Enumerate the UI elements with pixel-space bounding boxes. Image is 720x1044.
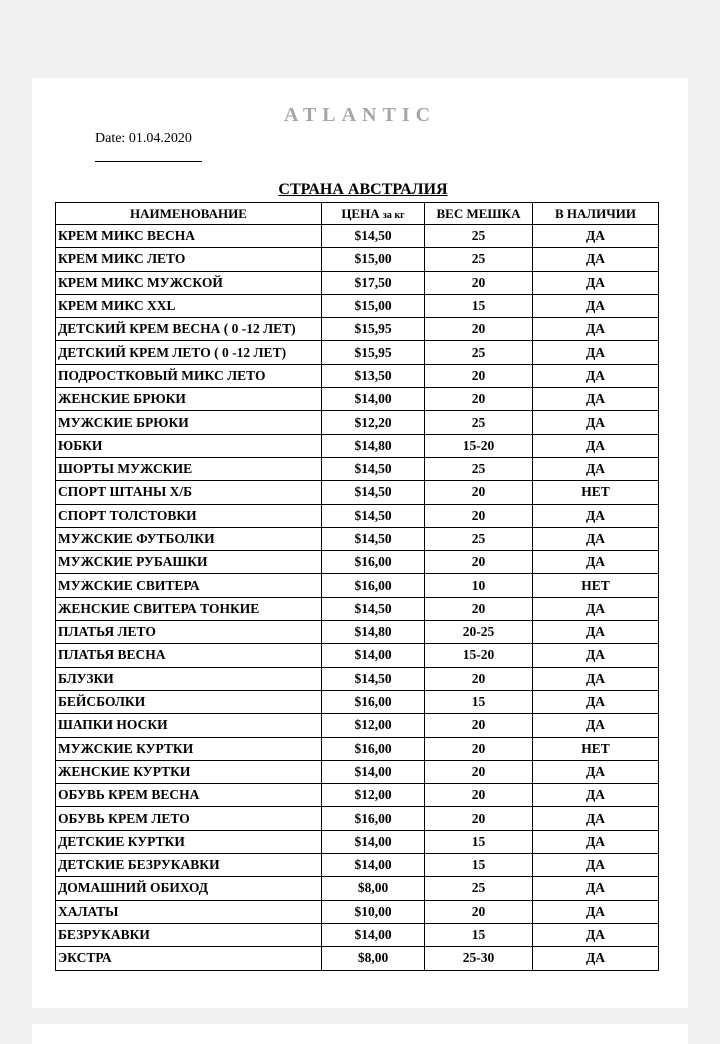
- cell-name: ШАПКИ НОСКИ: [56, 714, 322, 737]
- cell-name: ЭКСТРА: [56, 947, 322, 970]
- cell-name: МУЖСКИЕ КУРТКИ: [56, 737, 322, 760]
- cell-name: СПОРТ ТОЛСТОВКИ: [56, 504, 322, 527]
- cell-price: $14,50: [322, 667, 425, 690]
- cell-price: $12,00: [322, 784, 425, 807]
- table-row: [56, 854, 659, 877]
- cell-stock: ДА: [533, 364, 659, 387]
- table-row: [56, 574, 659, 597]
- brand-title: ATLANTIC: [283, 104, 437, 126]
- cell-price: $14,50: [322, 457, 425, 480]
- cell-price: $14,50: [322, 504, 425, 527]
- column-header-name: НАИМЕНОВАНИЕ: [56, 203, 322, 225]
- cell-weight: 20: [425, 760, 533, 783]
- table-row: [56, 760, 659, 783]
- cell-name: КРЕМ МИКС МУЖСКОЙ: [56, 271, 322, 294]
- cell-stock: ДА: [533, 644, 659, 667]
- table-row: [56, 527, 659, 550]
- cell-price: $12,20: [322, 411, 425, 434]
- cell-weight: 20: [425, 551, 533, 574]
- cell-price: $14,00: [322, 923, 425, 946]
- cell-weight: 25-30: [425, 947, 533, 970]
- cell-price: $16,00: [322, 551, 425, 574]
- cell-weight: 20: [425, 364, 533, 387]
- cell-weight: 20-25: [425, 621, 533, 644]
- cell-weight: 20: [425, 737, 533, 760]
- table-row: [56, 877, 659, 900]
- table-row: [56, 830, 659, 853]
- cell-price: $15,00: [322, 248, 425, 271]
- cell-stock: ДА: [533, 714, 659, 737]
- column-header-weight: ВЕС МЕШКА: [425, 203, 533, 225]
- cell-stock: НЕТ: [533, 574, 659, 597]
- cell-name: ДЕТСКИЙ КРЕМ ВЕСНА ( 0 -12 ЛЕТ): [56, 318, 322, 341]
- cell-weight: 25: [425, 457, 533, 480]
- cell-stock: ДА: [533, 854, 659, 877]
- cell-price: $14,00: [322, 854, 425, 877]
- table-row: [56, 900, 659, 923]
- cell-stock: ДА: [533, 271, 659, 294]
- table-row: [56, 294, 659, 317]
- column-header-price-unit: за кг: [382, 209, 405, 221]
- cell-name: ДЕТСКИЙ КРЕМ ЛЕТО ( 0 -12 ЛЕТ): [56, 341, 322, 364]
- cell-stock: ДА: [533, 504, 659, 527]
- cell-name: КРЕМ МИКС ВЕСНА: [56, 225, 322, 248]
- cell-name: ПЛАТЬЯ ЛЕТО: [56, 621, 322, 644]
- cell-price: $8,00: [322, 877, 425, 900]
- cell-weight: 15: [425, 294, 533, 317]
- table-header-row: [56, 203, 659, 225]
- cell-price: $14,50: [322, 225, 425, 248]
- cell-weight: 25: [425, 877, 533, 900]
- cell-price: $14,00: [322, 388, 425, 411]
- cell-weight: 20: [425, 318, 533, 341]
- table-row: [56, 737, 659, 760]
- table-row: [56, 807, 659, 830]
- cell-price: $15,00: [322, 294, 425, 317]
- column-header-price-main: ЦЕНА: [341, 205, 380, 221]
- table-row: [56, 551, 659, 574]
- cell-stock: ДА: [533, 434, 659, 457]
- cell-stock: ДА: [533, 225, 659, 248]
- cell-name: ЖЕНСКИЕ КУРТКИ: [56, 760, 322, 783]
- cell-stock: ДА: [533, 667, 659, 690]
- cell-price: $14,80: [322, 621, 425, 644]
- cell-name: ЖЕНСКИЕ БРЮКИ: [56, 388, 322, 411]
- cell-name: ОБУВЬ КРЕМ ВЕСНА: [56, 784, 322, 807]
- cell-weight: 25: [425, 341, 533, 364]
- column-header-price: [322, 203, 425, 225]
- cell-weight: 25: [425, 225, 533, 248]
- cell-price: $17,50: [322, 271, 425, 294]
- cell-price: $14,00: [322, 644, 425, 667]
- cell-weight: 20: [425, 784, 533, 807]
- cell-weight: 20: [425, 481, 533, 504]
- cell-weight: 15-20: [425, 434, 533, 457]
- table-row: [56, 644, 659, 667]
- cell-name: СПОРТ ШТАНЫ Х/Б: [56, 481, 322, 504]
- cell-weight: 20: [425, 388, 533, 411]
- cell-name: КРЕМ МИКС ЛЕТО: [56, 248, 322, 271]
- table-row: [56, 714, 659, 737]
- cell-name: ХАЛАТЫ: [56, 900, 322, 923]
- cell-price: $13,50: [322, 364, 425, 387]
- cell-stock: ДА: [533, 388, 659, 411]
- cell-name: ПОДРОСТКОВЫЙ МИКС ЛЕТО: [56, 364, 322, 387]
- cell-stock: ДА: [533, 784, 659, 807]
- cell-stock: ДА: [533, 551, 659, 574]
- cell-stock: ДА: [533, 527, 659, 550]
- cell-weight: 25: [425, 411, 533, 434]
- cell-weight: 20: [425, 714, 533, 737]
- table-row: [56, 318, 659, 341]
- cell-weight: 15: [425, 854, 533, 877]
- cell-stock: ДА: [533, 248, 659, 271]
- cell-stock: ДА: [533, 597, 659, 620]
- cell-stock: ДА: [533, 900, 659, 923]
- cell-stock: ДА: [533, 318, 659, 341]
- cell-name: МУЖСКИЕ СВИТЕРА: [56, 574, 322, 597]
- cell-name: БЛУЗКИ: [56, 667, 322, 690]
- cell-stock: ДА: [533, 877, 659, 900]
- document-page: [32, 78, 688, 1008]
- cell-name: ОБУВЬ КРЕМ ЛЕТО: [56, 807, 322, 830]
- table-row: [56, 621, 659, 644]
- cell-price: $14,50: [322, 481, 425, 504]
- cell-stock: ДА: [533, 621, 659, 644]
- table-row: [56, 504, 659, 527]
- table-row: [56, 341, 659, 364]
- cell-price: $16,00: [322, 574, 425, 597]
- cell-price: $14,00: [322, 760, 425, 783]
- country-heading: СТРАНА АВСТРАЛИЯ: [278, 181, 448, 198]
- cell-stock: ДА: [533, 923, 659, 946]
- cell-stock: ДА: [533, 341, 659, 364]
- cell-name: МУЖСКИЕ БРЮКИ: [56, 411, 322, 434]
- cell-weight: 15: [425, 830, 533, 853]
- cell-name: БЕЗРУКАВКИ: [56, 923, 322, 946]
- table-row: [56, 411, 659, 434]
- cell-name: ЮБКИ: [56, 434, 322, 457]
- cell-stock: ДА: [533, 294, 659, 317]
- cell-price: $12,00: [322, 714, 425, 737]
- cell-name: МУЖСКИЕ РУБАШКИ: [56, 551, 322, 574]
- table-row: [56, 690, 659, 713]
- cell-name: ДЕТСКИЕ БЕЗРУКАВКИ: [56, 854, 322, 877]
- cell-stock: ДА: [533, 411, 659, 434]
- cell-weight: 25: [425, 527, 533, 550]
- table-row: [56, 225, 659, 248]
- cell-weight: 15-20: [425, 644, 533, 667]
- cell-name: КРЕМ МИКС XXL: [56, 294, 322, 317]
- column-header-stock: В НАЛИЧИИ: [533, 203, 659, 225]
- cell-stock: ДА: [533, 807, 659, 830]
- cell-weight: 25: [425, 248, 533, 271]
- cell-price: $14,50: [322, 527, 425, 550]
- cell-stock: НЕТ: [533, 481, 659, 504]
- cell-weight: 15: [425, 690, 533, 713]
- cell-stock: ДА: [533, 947, 659, 970]
- price-table: [55, 202, 659, 971]
- table-row: [56, 923, 659, 946]
- cell-price: $8,00: [322, 947, 425, 970]
- cell-weight: 20: [425, 807, 533, 830]
- cell-weight: 20: [425, 900, 533, 923]
- table-row: [56, 271, 659, 294]
- cell-price: $16,00: [322, 807, 425, 830]
- cell-stock: ДА: [533, 457, 659, 480]
- table-row: [56, 457, 659, 480]
- cell-name: ДОМАШНИЙ ОБИХОД: [56, 877, 322, 900]
- cell-weight: 15: [425, 923, 533, 946]
- cell-stock: ДА: [533, 760, 659, 783]
- cell-name: МУЖСКИЕ ФУТБОЛКИ: [56, 527, 322, 550]
- cell-weight: 20: [425, 504, 533, 527]
- cell-price: $14,80: [322, 434, 425, 457]
- document-date: Date: 01.04.2020: [95, 131, 192, 146]
- cell-stock: НЕТ: [533, 737, 659, 760]
- date-underline: [95, 161, 202, 162]
- table-row: [56, 597, 659, 620]
- cell-weight: 10: [425, 574, 533, 597]
- table-row: [56, 667, 659, 690]
- cell-price: $14,00: [322, 830, 425, 853]
- cell-name: ПЛАТЬЯ ВЕСНА: [56, 644, 322, 667]
- table-row: [56, 784, 659, 807]
- cell-price: $15,95: [322, 318, 425, 341]
- cell-weight: 20: [425, 271, 533, 294]
- cell-name: ДЕТСКИЕ КУРТКИ: [56, 830, 322, 853]
- cell-price: $10,00: [322, 900, 425, 923]
- cell-price: $14,50: [322, 597, 425, 620]
- table-row: [56, 364, 659, 387]
- table-row: [56, 388, 659, 411]
- cell-price: $15,95: [322, 341, 425, 364]
- cell-name: ШОРТЫ МУЖСКИЕ: [56, 457, 322, 480]
- table-row: [56, 434, 659, 457]
- cell-weight: 20: [425, 597, 533, 620]
- table-row: [56, 947, 659, 970]
- cell-stock: ДА: [533, 830, 659, 853]
- cell-name: ЖЕНСКИЕ СВИТЕРА ТОНКИЕ: [56, 597, 322, 620]
- cell-price: $16,00: [322, 690, 425, 713]
- cell-name: БЕЙСБОЛКИ: [56, 690, 322, 713]
- cell-price: $16,00: [322, 737, 425, 760]
- cell-weight: 20: [425, 667, 533, 690]
- cell-stock: ДА: [533, 690, 659, 713]
- table-row: [56, 481, 659, 504]
- next-page: [32, 1024, 688, 1044]
- table-row: [56, 248, 659, 271]
